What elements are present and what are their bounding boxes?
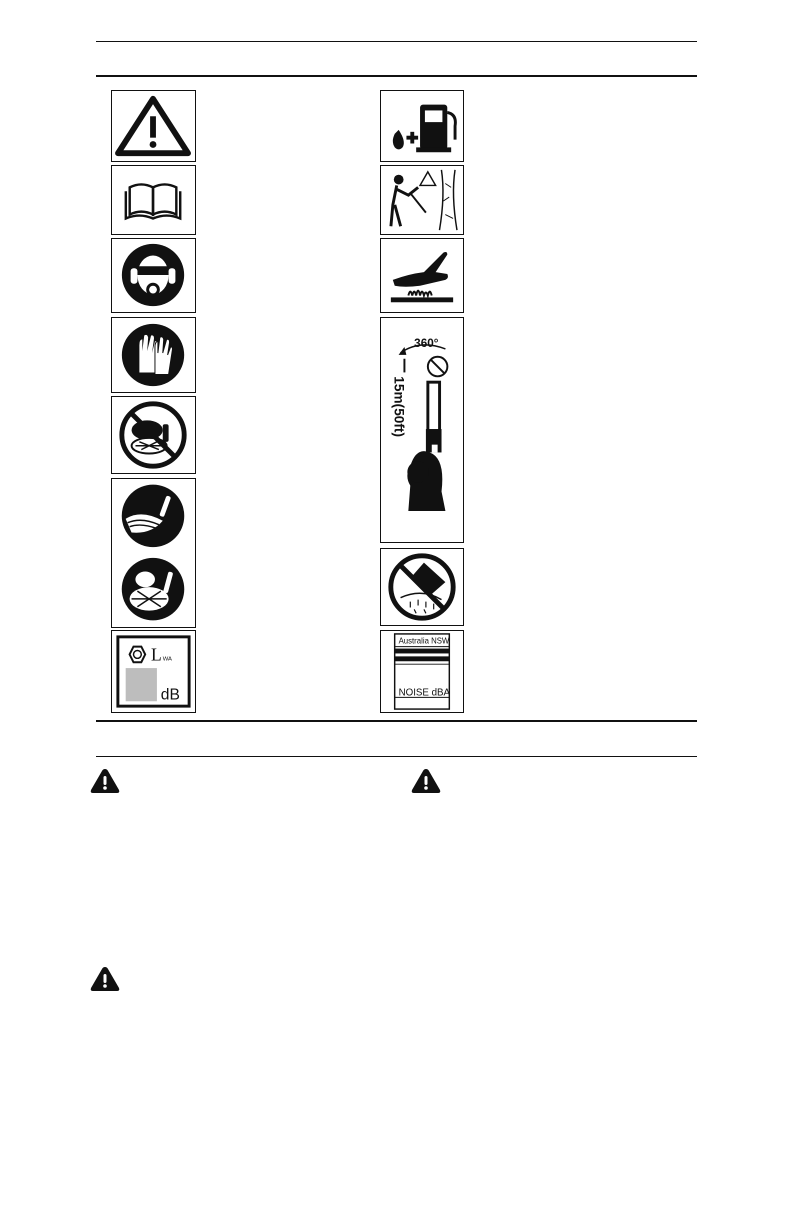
warning-triangle-icon (90, 768, 120, 794)
sound-power-level-icon (111, 630, 196, 713)
fuel-mix-icon (380, 90, 464, 162)
wear-gloves-icon (111, 317, 196, 393)
warning-triangle-icon (90, 966, 120, 992)
read-manual-icon (111, 165, 196, 235)
section-rule-thin (96, 756, 697, 757)
australia-nsw-label: Australia NSW (398, 636, 450, 646)
do-not-use-in-rain-icon (380, 548, 464, 626)
distance-label: 15m(50ft) (391, 376, 407, 438)
lwa-label: L (151, 644, 162, 665)
top-rule-thin (96, 41, 697, 42)
lwa-sub-label: WA (162, 656, 172, 663)
warning-triangle-icon (411, 768, 441, 794)
no-bystanders-icon (111, 396, 196, 474)
keep-distance-icon (380, 317, 464, 543)
wear-eye-ear-respiratory-protection-icon (111, 238, 196, 313)
noise-dba-label: NOISE dBA (398, 687, 451, 699)
angle-label: 360° (414, 337, 439, 351)
top-rule-thick (96, 75, 697, 77)
falling-objects-tree-hazard-icon (380, 165, 464, 235)
rotating-blade-hazard-icon (111, 478, 196, 628)
hot-surface-icon (380, 238, 464, 313)
australia-nsw-noise-label-icon (380, 630, 464, 713)
section-rule-thick (96, 720, 697, 722)
general-warning-icon (111, 90, 196, 162)
db-label: dB (160, 686, 180, 704)
